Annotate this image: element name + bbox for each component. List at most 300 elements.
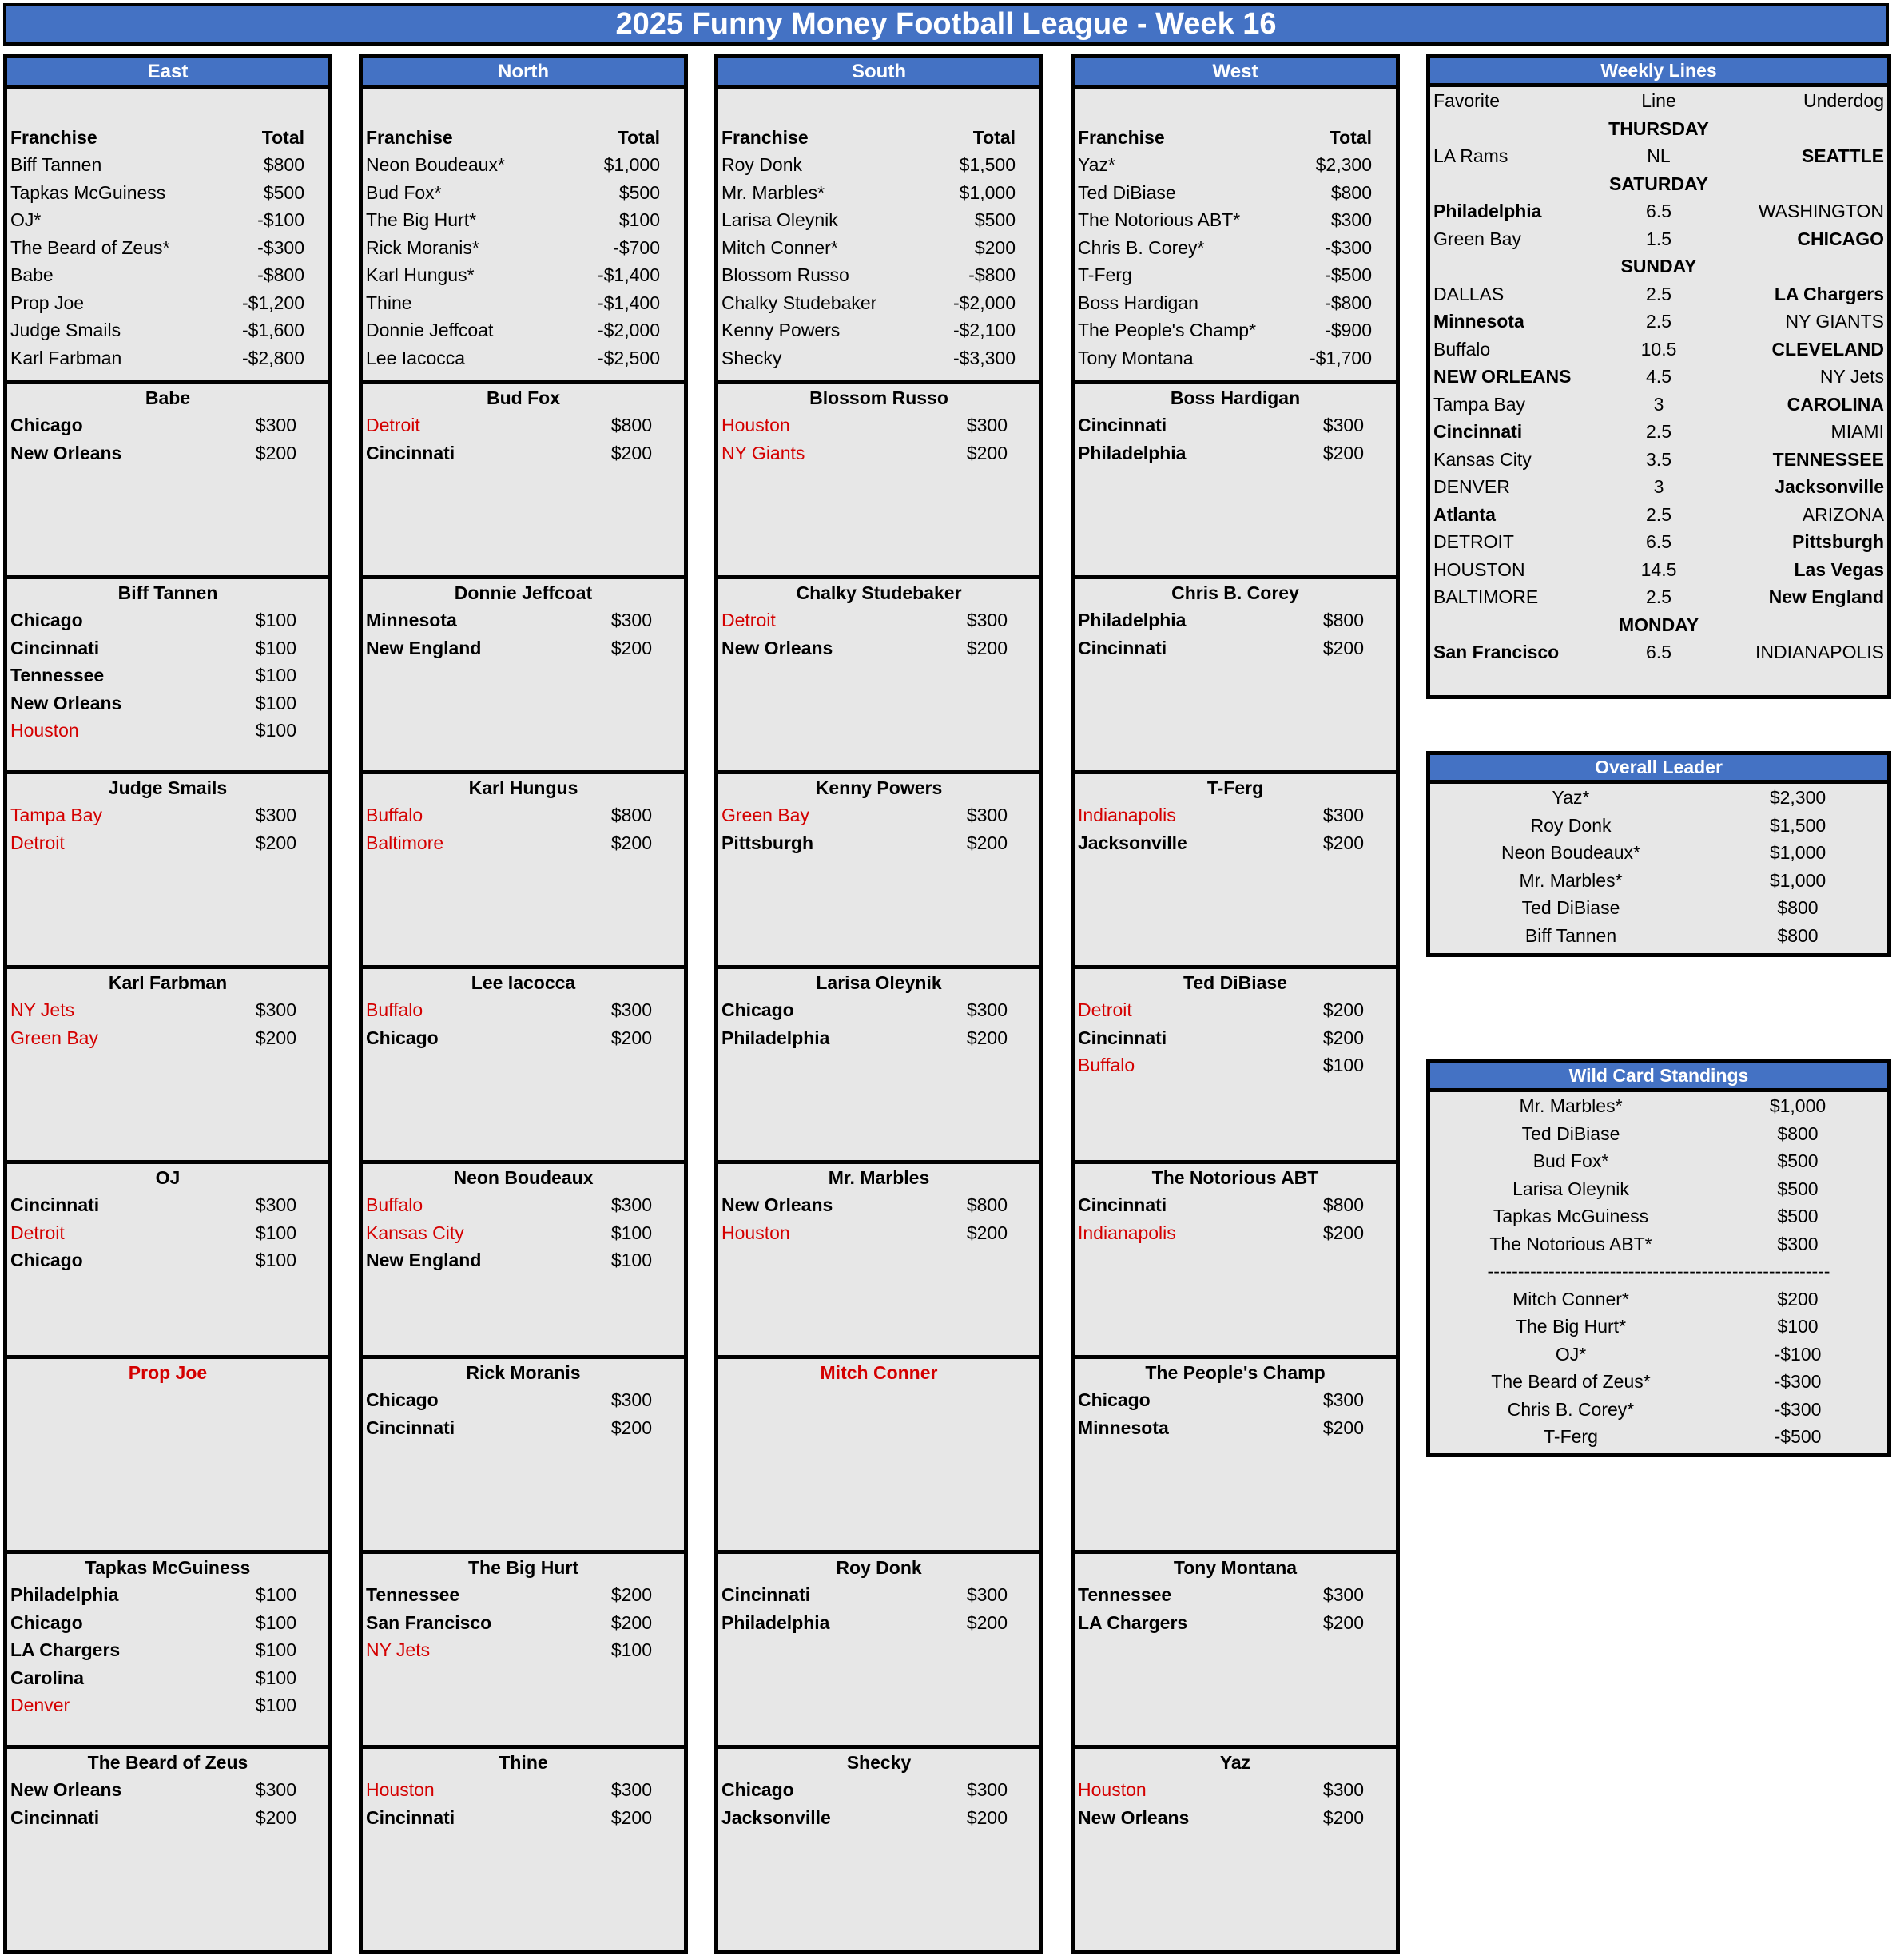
picks-owner-name: Tony Montana [1173, 1557, 1298, 1578]
picks-block [7, 1554, 328, 1749]
favorite-team: HOUSTON [1433, 558, 1525, 580]
overall-leader-panel [1426, 751, 1891, 957]
wild-card-row [1430, 1368, 1887, 1396]
pick-row [1075, 634, 1396, 662]
division-header: North [363, 58, 684, 89]
wild-card-amount: $200 [1777, 1288, 1819, 1309]
franchise-name: Tapkas McGuiness [10, 181, 166, 203]
picks-owner-name: Kenny Powers [815, 777, 943, 798]
franchise-name: Karl Farbman [10, 347, 122, 368]
picks-owner-name: Babe [145, 387, 191, 408]
favorite-team: Tampa Bay [1433, 393, 1526, 415]
franchise-total: -$1,400 [597, 292, 660, 313]
standings-row [718, 206, 1039, 233]
picks-owner-name: Lee Iacocca [471, 972, 576, 993]
pick-team: Cincinnati [366, 442, 455, 463]
weekly-lines-header-row [1430, 87, 1887, 115]
pick-row [7, 1191, 328, 1218]
standings-row [363, 151, 684, 178]
wild-card-row [1430, 1396, 1887, 1424]
franchise-name: The Big Hurt* [366, 209, 477, 230]
picks-block [718, 1554, 1039, 1749]
standings-row [1075, 261, 1396, 288]
franchise-name: Prop Joe [10, 292, 85, 313]
pick-amount: $800 [966, 1194, 1008, 1215]
pick-amount: $300 [966, 999, 1008, 1020]
point-spread: 14.5 [1640, 558, 1677, 580]
pick-amount: $200 [966, 1027, 1008, 1048]
picks-block [718, 1164, 1039, 1359]
picks-block [7, 384, 328, 579]
leader-name: Neon Boudeaux* [1501, 842, 1640, 863]
division-header: East [7, 58, 328, 89]
picks-block [1075, 969, 1396, 1164]
pick-team: Detroit [721, 610, 776, 630]
franchise-total: -$100 [257, 209, 304, 230]
wild-card-name: Ted DiBiase [1521, 1123, 1620, 1144]
pick-amount: $200 [1322, 999, 1364, 1020]
pick-amount: $200 [610, 1611, 652, 1633]
wild-card-row [1430, 1313, 1887, 1341]
pick-amount: $200 [610, 1417, 652, 1438]
picks-block [7, 1749, 328, 1950]
point-spread: 1.5 [1646, 228, 1671, 249]
pick-team: Buffalo [1078, 1055, 1135, 1075]
pick-row [1075, 829, 1396, 856]
underdog-team: New England [1768, 586, 1884, 607]
pick-row [363, 1024, 684, 1051]
underdog-team: INDIANAPOLIS [1755, 642, 1884, 662]
favorite-column-header: Favorite [1433, 90, 1501, 111]
picks-block [1075, 774, 1396, 969]
pick-row [7, 411, 328, 439]
underdog-team: LA Chargers [1774, 283, 1884, 304]
pick-row [7, 996, 328, 1023]
pick-amount: $300 [1322, 1584, 1364, 1605]
game-line-row [1430, 363, 1887, 391]
wild-card-row [1430, 1423, 1887, 1451]
pick-row [7, 1609, 328, 1636]
pick-amount: $300 [1322, 1389, 1364, 1410]
pick-row [718, 829, 1039, 856]
game-line-row [1430, 446, 1887, 474]
franchise-name: Mitch Conner* [721, 236, 838, 258]
pick-team: Cincinnati [1078, 415, 1167, 435]
pick-row [1075, 1609, 1396, 1636]
favorite-team: BALTIMORE [1433, 586, 1539, 607]
pick-team: Houston [721, 1222, 790, 1243]
pick-row [363, 439, 684, 467]
leader-amount: $2,300 [1769, 787, 1826, 808]
standings-header-row [718, 124, 1039, 151]
leader-row [1430, 894, 1887, 922]
standings-row [718, 289, 1039, 316]
pick-amount: $200 [966, 1611, 1008, 1633]
division-header: South [718, 58, 1039, 89]
underdog-team: Jacksonville [1775, 476, 1884, 497]
pick-amount: $200 [966, 1222, 1008, 1243]
picks-owner-name: Neon Boudeaux [453, 1167, 594, 1188]
franchise-total: $2,300 [1315, 154, 1372, 175]
franchise-total: -$300 [257, 236, 304, 258]
pick-row [363, 1191, 684, 1218]
wild-card-panel [1426, 1059, 1891, 1457]
franchise-name: Lee Iacocca [366, 347, 466, 368]
pick-amount: $200 [610, 1584, 652, 1605]
pick-amount: $200 [610, 1027, 652, 1048]
pick-amount: $100 [255, 720, 296, 741]
pick-team: New Orleans [1078, 1806, 1190, 1828]
game-day-heading [1430, 170, 1887, 198]
game-line-row [1430, 308, 1887, 336]
leader-row [1430, 922, 1887, 950]
underdog-team: SEATTLE [1801, 145, 1884, 166]
pick-row [1075, 411, 1396, 439]
pick-amount: $300 [966, 1584, 1008, 1605]
pick-row [1075, 1581, 1396, 1608]
pick-row [363, 1804, 684, 1831]
pick-team: Philadelphia [1078, 442, 1187, 463]
picks-block [718, 1749, 1039, 1950]
wild-card-name: The Big Hurt* [1515, 1316, 1627, 1337]
pick-amount: $300 [255, 1194, 296, 1215]
pick-team: Detroit [366, 415, 420, 435]
standings-row [7, 344, 328, 372]
pick-amount: $100 [255, 610, 296, 630]
underdog-team: Las Vegas [1794, 558, 1884, 580]
standings-row [7, 206, 328, 233]
picks-owner-name: Mr. Marbles [828, 1167, 930, 1188]
franchise-name: Biff Tannen [10, 154, 102, 175]
point-spread: 6.5 [1646, 642, 1671, 662]
picks-owner-name: Boss Hardigan [1170, 387, 1301, 408]
total-column-header: Total [261, 127, 304, 148]
pick-team: New Orleans [721, 637, 833, 658]
pick-amount: $200 [255, 832, 296, 853]
leader-amount: $800 [1777, 924, 1819, 946]
pick-team: Tennessee [1078, 1584, 1172, 1605]
pick-amount: $200 [966, 442, 1008, 463]
picks-owner-name: Ted DiBiase [1183, 972, 1287, 993]
pick-team: Minnesota [366, 610, 457, 630]
franchise-total: $800 [1330, 181, 1372, 203]
pick-team: Green Bay [721, 805, 809, 825]
pick-row [363, 606, 684, 634]
pick-amount: $100 [255, 1639, 296, 1660]
underdog-team: CAROLINA [1787, 393, 1884, 415]
picks-owner-name: Larisa Oleynik [816, 972, 942, 993]
franchise-name: Bud Fox* [366, 181, 442, 203]
pick-amount: $300 [966, 415, 1008, 435]
pick-amount: $200 [255, 442, 296, 463]
franchise-name: T-Ferg [1078, 264, 1132, 285]
favorite-team: Atlanta [1433, 503, 1496, 525]
point-spread: 4.5 [1646, 366, 1671, 387]
leader-amount: $1,000 [1769, 869, 1826, 891]
pick-team: Chicago [366, 1027, 439, 1048]
franchise-total: -$3,300 [952, 347, 1016, 368]
franchise-total: $500 [618, 181, 660, 203]
leader-name: Mr. Marbles* [1519, 869, 1623, 891]
wild-card-amount: $500 [1777, 1150, 1819, 1171]
pick-row [718, 634, 1039, 662]
pick-amount: $100 [255, 1584, 296, 1605]
pick-team: Indianapolis [1078, 1222, 1176, 1243]
wild-card-amount: $100 [1777, 1316, 1819, 1337]
pick-row [363, 829, 684, 856]
standings-row [363, 234, 684, 261]
division-column-east [3, 54, 332, 1954]
picks-block [7, 1359, 328, 1554]
wild-card-name: The Notorious ABT* [1489, 1233, 1652, 1254]
underdog-team: TENNESSEE [1772, 448, 1884, 470]
pick-amount: $300 [1322, 1779, 1364, 1800]
franchise-total: $1,000 [603, 154, 660, 175]
pick-team: Tennessee [10, 665, 105, 685]
pick-team: New Orleans [10, 442, 122, 463]
pick-amount: $100 [1322, 1055, 1364, 1075]
franchise-total: $1,000 [959, 181, 1016, 203]
pick-amount: $800 [610, 805, 652, 825]
pick-team: Carolina [10, 1667, 85, 1688]
pick-amount: $200 [966, 832, 1008, 853]
game-line-row [1430, 391, 1887, 419]
pick-amount: $300 [610, 610, 652, 630]
wild-card-cutoff-line [1430, 1258, 1887, 1285]
pick-amount: $300 [966, 610, 1008, 630]
wild-card-amount: $800 [1777, 1123, 1819, 1144]
pick-row [7, 1776, 328, 1803]
franchise-name: The Beard of Zeus* [10, 236, 170, 258]
wild-card-name: OJ* [1555, 1343, 1587, 1365]
picks-block [1075, 1359, 1396, 1554]
standings-row [7, 316, 328, 344]
favorite-team: San Francisco [1433, 642, 1560, 662]
pick-team: Cincinnati [10, 1806, 100, 1828]
pick-team: Houston [10, 720, 79, 741]
pick-team: Denver [10, 1695, 70, 1715]
game-line-row [1430, 501, 1887, 529]
standings-row [718, 179, 1039, 206]
pick-row [718, 1024, 1039, 1051]
leader-name: Yaz* [1552, 787, 1590, 808]
standings-row [718, 151, 1039, 178]
franchise-total: -$800 [1325, 292, 1372, 313]
franchise-total: $300 [1330, 209, 1372, 230]
point-spread: 6.5 [1646, 531, 1671, 552]
picks-owner-name: Bud Fox [487, 387, 560, 408]
franchise-total: -$2,000 [952, 292, 1016, 313]
standings-row [718, 261, 1039, 288]
pick-amount: $200 [1322, 832, 1364, 853]
wild-card-row [1430, 1230, 1887, 1258]
pick-team: New Orleans [10, 692, 122, 713]
pick-amount: $200 [966, 637, 1008, 658]
franchise-total: $100 [618, 209, 660, 230]
pick-team: Chicago [366, 1389, 439, 1410]
standings-row [718, 316, 1039, 344]
franchise-total: -$700 [613, 236, 660, 258]
picks-block [7, 774, 328, 969]
underdog-team: CLEVELAND [1771, 338, 1884, 360]
pick-team: Detroit [10, 832, 65, 853]
franchise-name: Blossom Russo [721, 264, 849, 285]
pick-team: Buffalo [366, 1194, 423, 1215]
picks-owner-name: Donnie Jeffcoat [454, 582, 593, 603]
pick-row [1075, 1024, 1396, 1051]
pick-team: Chicago [1078, 1389, 1151, 1410]
overall-leader-title: Overall Leader [1430, 755, 1887, 784]
picks-block [718, 1359, 1039, 1554]
wild-card-amount: -$300 [1774, 1398, 1822, 1420]
picks-owner-name: Rick Moranis [466, 1362, 581, 1383]
pick-row [363, 1636, 684, 1663]
leader-row [1430, 812, 1887, 840]
pick-row [7, 1691, 328, 1719]
franchise-name: Roy Donk [721, 154, 802, 175]
pick-amount: $200 [1322, 1611, 1364, 1633]
franchise-name: Boss Hardigan [1078, 292, 1198, 313]
favorite-team: NEW ORLEANS [1433, 366, 1572, 387]
pick-row [7, 1246, 328, 1274]
standings-row [7, 261, 328, 288]
standings-row [7, 179, 328, 206]
leader-name: Biff Tannen [1524, 924, 1617, 946]
pick-row [7, 1664, 328, 1691]
pick-team: Cincinnati [1078, 1194, 1167, 1215]
pick-amount: $200 [255, 1027, 296, 1048]
picks-owner-name: Prop Joe [128, 1362, 208, 1383]
franchise-total: $800 [263, 154, 304, 175]
wild-card-name: The Beard of Zeus* [1491, 1371, 1651, 1392]
picks-owner-name: The Big Hurt [468, 1557, 578, 1578]
franchise-name: Tony Montana [1078, 347, 1194, 368]
picks-owner-name: Blossom Russo [809, 387, 948, 408]
page-title: 2025 Funny Money Football League - Week 16 [3, 3, 1889, 46]
picks-block [363, 579, 684, 774]
wild-card-row [1430, 1175, 1887, 1203]
pick-row [1075, 1776, 1396, 1803]
pick-team: Chicago [721, 999, 794, 1020]
standings-row [1075, 344, 1396, 372]
pick-team: Buffalo [366, 999, 423, 1020]
pick-team: Pittsburgh [721, 832, 813, 853]
division-column-west [1071, 54, 1400, 1954]
underdog-column-header: Underdog [1803, 90, 1884, 111]
standings-row [718, 344, 1039, 372]
picks-block [7, 969, 328, 1164]
wild-card-name: Mr. Marbles* [1519, 1095, 1623, 1116]
pick-amount: $100 [255, 637, 296, 658]
pick-amount: $200 [1322, 442, 1364, 463]
picks-block [363, 774, 684, 969]
pick-row [7, 1024, 328, 1051]
pick-team: New Orleans [721, 1194, 833, 1215]
picks-owner-name: OJ [155, 1167, 181, 1188]
pick-row [7, 606, 328, 634]
picks-owner-name: Mitch Conner [820, 1362, 938, 1383]
franchise-total: -$900 [1325, 320, 1372, 340]
pick-amount: $100 [255, 1250, 296, 1270]
franchise-name: Babe [10, 264, 54, 285]
franchise-name: Donnie Jeffcoat [366, 320, 494, 340]
pick-row [7, 1581, 328, 1608]
franchise-total: -$2,800 [241, 347, 304, 368]
pick-amount: $200 [610, 1806, 652, 1828]
pick-row [7, 1219, 328, 1246]
point-spread: 2.5 [1646, 311, 1671, 332]
game-line-row [1430, 556, 1887, 584]
pick-team: Minnesota [1078, 1417, 1169, 1438]
picks-block [363, 969, 684, 1164]
picks-owner-name: Shecky [846, 1752, 912, 1773]
picks-block [1075, 1164, 1396, 1359]
pick-row [7, 634, 328, 662]
game-day-heading [1430, 252, 1887, 280]
pick-amount: $800 [610, 415, 652, 435]
wild-card-row [1430, 1202, 1887, 1230]
franchise-name: Mr. Marbles* [721, 181, 825, 203]
underdog-team: CHICAGO [1797, 228, 1884, 249]
favorite-team: LA Rams [1433, 145, 1508, 166]
pick-amount: $300 [610, 1389, 652, 1410]
pick-row [718, 1776, 1039, 1803]
pick-team: Houston [1078, 1779, 1147, 1800]
pick-team: Tampa Bay [10, 805, 103, 825]
franchise-name: The People's Champ* [1078, 320, 1257, 340]
standings-header-row [7, 124, 328, 151]
leader-row [1430, 784, 1887, 812]
franchise-total: -$800 [968, 264, 1016, 285]
wild-card-name: T-Ferg [1544, 1426, 1598, 1447]
pick-team: Green Bay [10, 1027, 98, 1048]
pick-row [1075, 801, 1396, 829]
standings-row [363, 179, 684, 206]
standings-row [363, 289, 684, 316]
franchise-total: -$2,000 [597, 320, 660, 340]
pick-row [1075, 1051, 1396, 1079]
point-spread: 10.5 [1640, 338, 1677, 360]
picks-block [363, 1554, 684, 1749]
standings-table [363, 89, 684, 384]
pick-team: Chicago [10, 610, 83, 630]
standings-row [1075, 151, 1396, 178]
favorite-team: DENVER [1433, 476, 1510, 497]
picks-block [1075, 579, 1396, 774]
standings-row [363, 261, 684, 288]
pick-team: Philadelphia [10, 1584, 119, 1605]
pick-amount: $300 [966, 805, 1008, 825]
total-column-header: Total [1329, 127, 1372, 148]
pick-row [1075, 606, 1396, 634]
pick-row [7, 689, 328, 717]
pick-team: Kansas City [366, 1222, 464, 1243]
underdog-team: NY Jets [1819, 366, 1884, 387]
wild-card-amount: $500 [1777, 1178, 1819, 1199]
pick-row [718, 1191, 1039, 1218]
total-column-header: Total [972, 127, 1016, 148]
pick-row [718, 801, 1039, 829]
standings-row [1075, 206, 1396, 233]
pick-amount: $200 [1322, 637, 1364, 658]
picks-owner-name: Biff Tannen [117, 582, 218, 603]
picks-block [1075, 1749, 1396, 1950]
pick-amount: $300 [966, 1779, 1008, 1800]
pick-team: Chicago [10, 1250, 83, 1270]
pick-team: New England [366, 1250, 482, 1270]
franchise-name: The Notorious ABT* [1078, 209, 1241, 230]
picks-block [363, 1359, 684, 1554]
